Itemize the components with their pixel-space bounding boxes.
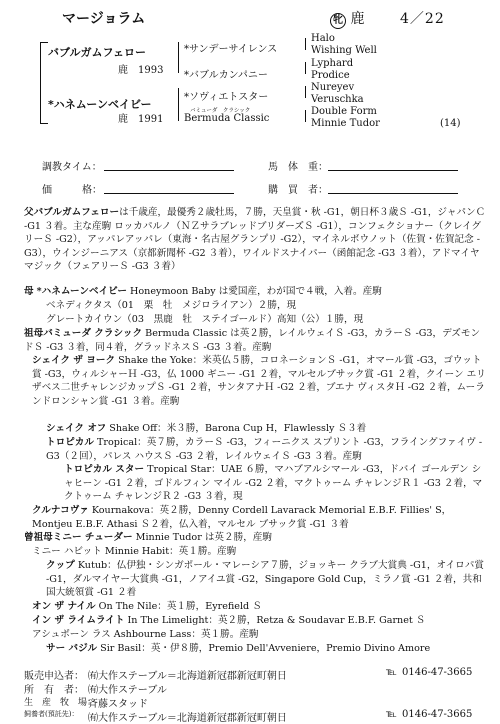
family-number: (14) bbox=[440, 118, 461, 129]
ped-bracket-main bbox=[40, 42, 41, 124]
dam-section bbox=[24, 285, 486, 299]
height-field[interactable] bbox=[328, 170, 458, 171]
granddam-label: 祖母 bbox=[24, 328, 44, 339]
sex-coat bbox=[330, 8, 364, 29]
ggs-1: Halo bbox=[311, 33, 335, 44]
shake-head: シェイク ザ ヨーク bbox=[32, 355, 116, 366]
ped-bracket bbox=[178, 88, 179, 121]
kutub-head: クップ bbox=[46, 560, 75, 571]
basil-text: Sir Basil：英・伊８勝，Premio Dell'Avveniere，Premio Divino Amore bbox=[100, 643, 431, 654]
sire-meta: 鹿 1993 bbox=[118, 65, 164, 76]
granddam-1: *ソヴィエトスター bbox=[184, 92, 269, 103]
shake-text: Shake the Yoke：米英仏５勝，コロネーションＳ -G1，オマール賞 -G3，ゴウット賞 -G3，ウィルシャーＨ -G3，仏 1000 ギニー -G1 ２着，マルセルブサック賞 -G1 ２着，クイーン エリザベス二世チャレンジカップＳ -G1 ２着，サンタアナＨ -G2 ２着，ブエナ ヴィスタＨ -G2 ２着，ムーランドロンシャン賞 -G1 ３着。産駒 bbox=[32, 355, 486, 407]
sire-section bbox=[24, 206, 486, 274]
coat: 鹿 bbox=[350, 11, 365, 27]
ped-bracket bbox=[305, 62, 306, 74]
grandsire-1: *サンデーサイレンス bbox=[184, 44, 278, 55]
sire-section-name: バブルガムフェロー bbox=[33, 207, 120, 218]
footer-value-keeper: ㈲大作ステーブル＝北海道新冠郡新冠町朝日 bbox=[88, 713, 287, 724]
ggs-4: Prodice bbox=[311, 70, 350, 81]
price-label: 価 格： bbox=[42, 185, 102, 196]
nile-text: On The Nile：英１勝，Eyrefield Ｓ bbox=[98, 601, 262, 612]
ped-bracket bbox=[40, 42, 48, 43]
dam-name: *ハネムーンベイビー bbox=[48, 98, 152, 111]
dam-meta: 鹿 1991 bbox=[118, 114, 164, 125]
ggs-6: Veruschka bbox=[311, 94, 364, 105]
tstar-head: トロピカル スター bbox=[64, 464, 145, 475]
footer-value-farm: 斉藤スタッド bbox=[88, 699, 148, 710]
granddam-2-ruby: バミューダ クラシック bbox=[190, 108, 251, 114]
kutub-text: Kutub：仏伊独・シンガポール・マレーシア７勝，ジョッキー クラブ大賞典 -G1，オイロパ賞 -G1，ダルマイヤー大賞典 -G1，ノアイユ賞 -G2，Singapore Gold Cup，ミラノ賞 -G1 ２着，共和国大統領賞 -G1 ２着 bbox=[46, 560, 484, 599]
height-label: 馬 体 重： bbox=[268, 162, 328, 173]
footer-label-seller: 販売申込者： bbox=[24, 671, 84, 682]
shake-off-head: シェイク オフ bbox=[46, 423, 107, 434]
granddam-intro: Bermuda Classic は英２勝，レイルウェイＳ -G3，カラーＳ -G3，デズモンドＳ -G3 ３着，同４着，グラッドネスＳ -G3 ３着。産駒 bbox=[24, 328, 481, 353]
sale-date: 4／22 bbox=[400, 11, 445, 27]
basil-head: サー バジル bbox=[46, 643, 98, 654]
footer-tel-label: ℡ bbox=[386, 667, 397, 678]
footer-value-owner: ㈲大作ステーブル bbox=[88, 685, 167, 696]
ped-bracket bbox=[305, 86, 306, 98]
sir-basil bbox=[46, 642, 486, 656]
ped-bracket bbox=[178, 42, 179, 73]
ggs-5: Nureyev bbox=[311, 82, 355, 93]
dam-progeny-1: ベネディクタス（01 栗 牡 メジロライアン）２勝，現 bbox=[46, 300, 297, 311]
horse-name: マージョラム bbox=[62, 11, 146, 27]
footer-label-owner: 所 有 者： bbox=[24, 685, 84, 696]
kutub bbox=[46, 559, 486, 600]
dam-section-name: *ハネムーンベイビー bbox=[36, 286, 127, 297]
footer-tel: 0146-47-3665 bbox=[402, 709, 473, 720]
buyer-label: 購 買 者： bbox=[268, 185, 328, 196]
shake-off bbox=[46, 422, 486, 436]
on-the-nile bbox=[32, 600, 486, 614]
footer-value-seller: ㈲大作ステーブル＝北海道新冠郡新冠町朝日 bbox=[88, 671, 287, 682]
ashbourne-lass: アシュボーン ラス Ashbourne Lass：英１勝。産駒 bbox=[32, 629, 259, 640]
ggs-8: Minnie Tudor bbox=[311, 118, 380, 129]
nile-head: オン ザ ナイル bbox=[32, 601, 96, 612]
ped-bracket bbox=[40, 123, 48, 124]
training-time-field[interactable] bbox=[104, 170, 234, 171]
lime-head: イン ザ ライムライト bbox=[32, 615, 125, 626]
ggs-3: Lyphard bbox=[311, 58, 354, 69]
kurna-head: クルナコヴァ bbox=[32, 505, 89, 516]
tropical bbox=[46, 436, 486, 463]
ggdam-intro: Minnie Tudor は英２勝，産駒 bbox=[135, 532, 272, 543]
granddam-2: Bermuda Classic bbox=[184, 113, 270, 124]
ggs-2: Wishing Well bbox=[311, 45, 377, 56]
ggdam-section bbox=[24, 531, 486, 545]
ggdam-label: 曾祖母 bbox=[24, 532, 53, 543]
kournakova bbox=[32, 504, 486, 531]
sire-label: 父 bbox=[24, 207, 34, 218]
footer-label-farm: 生 産 牧 場： bbox=[24, 698, 97, 708]
tstar-text: Tropical Star：UAE ６勝，マハブアルシマール -G3，ドバイ ゴールデン シャヒーン -G1 ２着，ゴドルフィン マイル -G2 ２着，マクトゥーム チャレンジＲ１ -G3 ２着，マクトゥーム チャレンジＲ２ -G3 ３着，現 bbox=[64, 464, 483, 503]
price-field[interactable] bbox=[104, 193, 234, 194]
footer-label-keeper: 飼養者(預託先)： bbox=[24, 710, 79, 718]
tropical-star bbox=[64, 463, 486, 504]
shake-the-yoke bbox=[32, 354, 486, 408]
granddam-section-name: バミューダ クラシック bbox=[43, 328, 143, 339]
granddam-section bbox=[24, 327, 486, 354]
tropical-head: トロピカル bbox=[46, 437, 94, 448]
dam-progeny-2: グレートカイウン（03 黒鹿 牡 ステイゴールド）高知（公）１勝，現 bbox=[46, 314, 364, 325]
in-the-limelight bbox=[32, 614, 486, 628]
dam-section-intro: Honeymoon Baby は愛国産，わが国で４戦，入着。産駒 bbox=[130, 286, 382, 297]
shake-off-text: Shake Off：米３勝，Barona Cup H，Flawlessly Ｓ３着 bbox=[109, 423, 367, 434]
sire-name: バブルガムフェロー bbox=[48, 46, 147, 59]
footer-tel: 0146-47-3665 bbox=[402, 667, 473, 678]
ped-bracket bbox=[305, 110, 306, 122]
lime-text: In The Limelight：英２勝，Retza & Soudavar E.B.F. Garnet Ｓ bbox=[127, 615, 426, 626]
tropical-text: Tropical：英７勝，カラーＳ -G3，フィーニクス スプリント -G3，フライングファイヴ -G3（２回），パレス ハウスＳ -G3 ２着，レイルウェイＳ -G3 ３着。産駒 bbox=[46, 437, 483, 462]
dam-label: 母 bbox=[24, 286, 34, 297]
minnie-habit: ミニー ハビット Minnie Habit：英１勝。産駒 bbox=[32, 546, 237, 557]
grandsire-2: *バブルカンパニー bbox=[184, 70, 268, 81]
buyer-field[interactable] bbox=[328, 193, 458, 194]
ggs-7: Double Form bbox=[311, 106, 377, 117]
kurna-text: Kournakova：英２勝，Denny Cordell Lavarack Memorial E.B.F. Fillies' S，Montjeu E.B.F. Athasi Ｓ２着，仏入着，マルセル ブサック賞 -G1 ３着 bbox=[32, 505, 452, 530]
training-time-label: 調教タイム： bbox=[42, 162, 102, 173]
sex-mark: 牝 bbox=[330, 13, 346, 29]
ggdam-section-name: ミニー チューダー bbox=[52, 532, 133, 543]
sire-section-text: は千歳産，最優秀２歳牡馬，７勝，天皇賞・秋 -G1，朝日杯３歳Ｓ -G1，ジャパンＣ -G1 ３着。主な産駒 ロッカパルノ（ＮＺサラブレッドブリダーズＳ -G1），コンフェクショナー（クレイグリーＳ -G2），アッパレアッパレ（東海・名古屋グランプリ -G2），マイネルボウノット（佐賀・佐賀記念 -G3），ウインジーニアス（京都新聞杯 -G2 ３着），ワイルドスナイパー（函館記念 -G3 ３着），アドマイヤマジック（フェアリーＳ -G3 ３着） bbox=[24, 207, 486, 273]
footer-tel-label: ℡ bbox=[386, 709, 397, 720]
ped-bracket bbox=[305, 38, 306, 50]
